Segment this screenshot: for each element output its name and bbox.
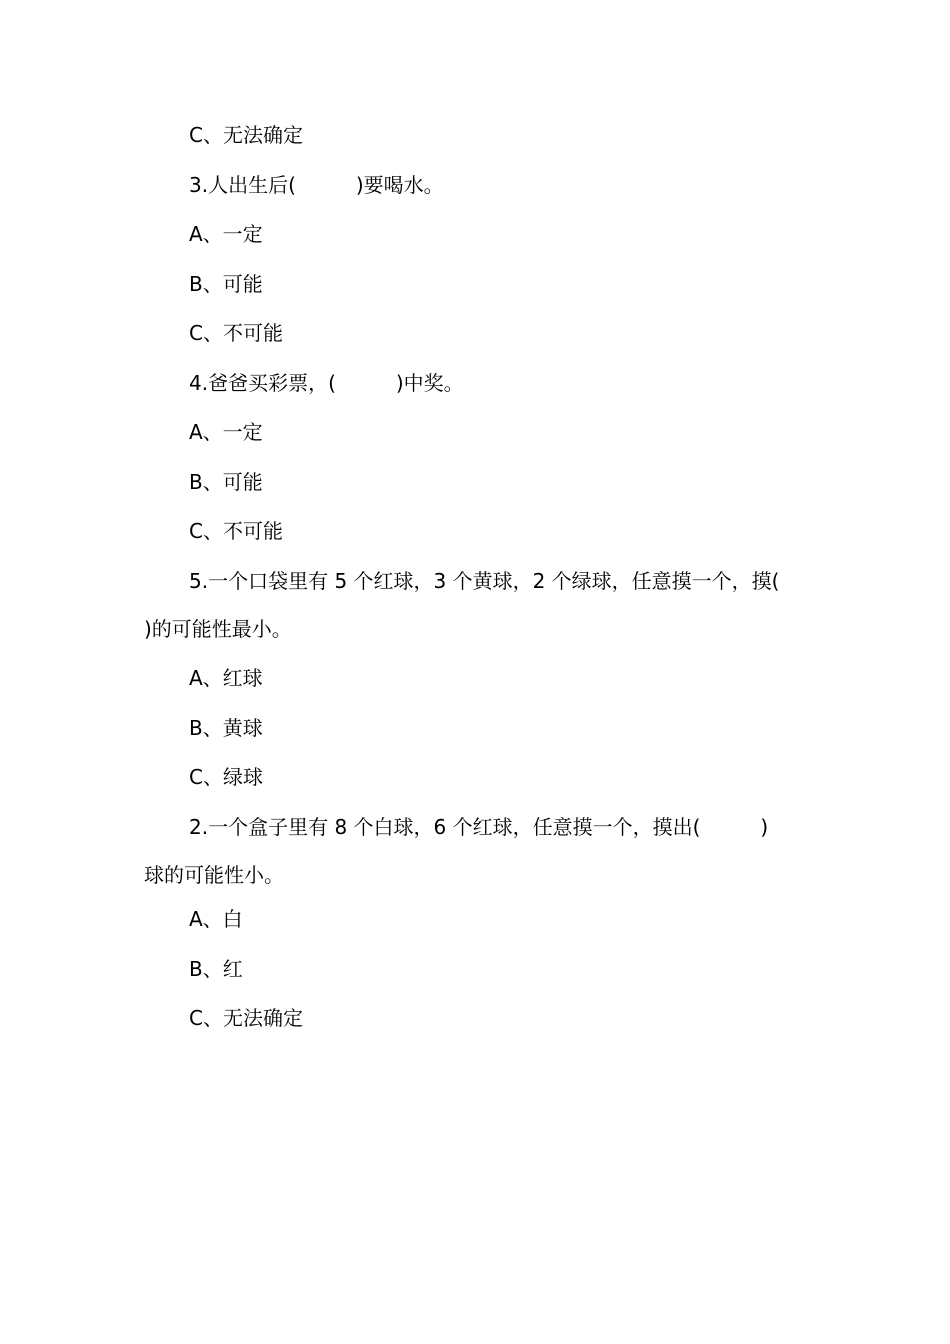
q2-option-c: C、无法确定 (189, 1006, 303, 1030)
q5-option-a: A、红球 (189, 666, 263, 690)
question-2-text-line-2: 球的可能性小。 (144, 863, 284, 887)
q4-option-b: B、可能 (189, 470, 263, 494)
question-4-text: 4.爸爸买彩票，( )中奖。 (189, 371, 464, 395)
question-5-text-line-2: )的可能性最小。 (144, 617, 292, 641)
question-2-text-line-1: 2.一个盒子里有 8 个白球，6 个红球，任意摸一个，摸出( ) (189, 815, 769, 839)
q3-option-c: C、不可能 (189, 321, 283, 345)
q4-option-a: A、一定 (189, 420, 263, 444)
option-c-prev-question: C、无法确定 (189, 123, 303, 147)
q5-option-c: C、绿球 (189, 765, 263, 789)
question-3-text: 3.人出生后( )要喝水。 (189, 173, 444, 197)
q5-option-b: B、黄球 (189, 716, 263, 740)
question-5-text-line-1: 5.一个口袋里有 5 个红球，3 个黄球，2 个绿球，任意摸一个，摸( (189, 569, 780, 593)
q4-option-c: C、不可能 (189, 519, 283, 543)
q3-option-a: A、一定 (189, 222, 263, 246)
q2-option-a: A、白 (189, 907, 243, 931)
q2-option-b: B、红 (189, 957, 243, 981)
q3-option-b: B、可能 (189, 272, 263, 296)
